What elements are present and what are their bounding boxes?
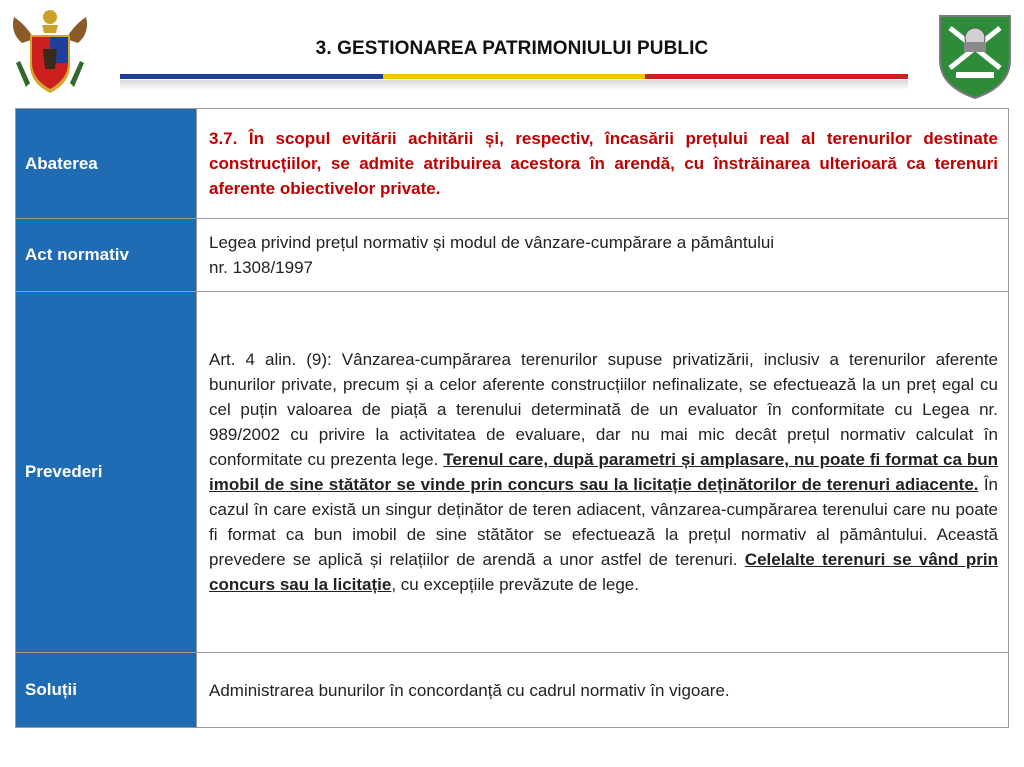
table-row (16, 109, 1009, 219)
abaterea-text: 3.7. În scopul evitării achitării și, respectiv, încasării prețului real al terenurilor destinate construcțiilor, se admite atribuirea acestora în arendă, cu înstrăinarea ulterioară ca terenuri aferente obiectivelor private. (197, 109, 1009, 219)
audit-table (15, 108, 1009, 728)
prevederi-part-3: , cu excepțiile prevăzute de lege. (391, 575, 639, 594)
act-line-2: nr. 1308/1997 (209, 258, 313, 277)
solutii-text: Administrarea bunurilor în concordanță cu cadrul normativ în vigoare. (197, 653, 1009, 728)
table-row (16, 653, 1009, 728)
district-shield-icon (936, 12, 1014, 100)
prevederi-text (197, 292, 1009, 653)
row-label: Act normativ (16, 219, 197, 292)
table-row (16, 292, 1009, 653)
tricolor-divider (120, 74, 908, 79)
act-normativ-text (197, 219, 1009, 292)
prevederi-emphasis-1: Terenul care, după parametri și amplasare, nu poate fi format ca bun imobil de sine stătător se vinde prin concurs sau la licitație deținătorilor de terenuri adiacente. (209, 450, 998, 494)
prevederi-part-2: În cazul în care există un singur deținător de teren adiacent, vânzarea-cumpărarea terenului care nu poate fi format ca bun imobil de sine stătător se efectuează la prețul normativ al pământului. Această prevedere se aplică și relațiilor de arendă a unor astfel de terenuri. (209, 475, 998, 569)
row-label: Prevederi (16, 292, 197, 653)
row-label: Abaterea (16, 109, 197, 219)
row-label: Soluții (16, 653, 197, 728)
page-title: 3. GESTIONAREA PATRIMONIULUI PUBLIC (315, 38, 709, 59)
prevederi-emphasis-2: Celelalte terenuri se vând prin concurs sau la licitație (209, 550, 998, 594)
prevederi-part-1: Art. 4 alin. (9): Vânzarea-cumpărarea terenurilor supuse privatizării, inclusiv a terenurilor aferente bunurilor private, precum și a celor aferente construcțiilor nefinalizate, se efectuează la un preț egal cu cel puțin valoarea de piață a terenului determinată de un evaluator în conformitate cu Legea nr. 989/2002 cu privire la activitatea de evaluare, dar nu mai mic decât prețul normativ calculat în conformitate cu prezenta lege. (209, 350, 998, 469)
act-line-1: Legea privind prețul normativ și modul de vânzare-cumpărare a pământului (209, 233, 775, 252)
table-row (16, 219, 1009, 292)
divider-shadow (120, 80, 908, 90)
